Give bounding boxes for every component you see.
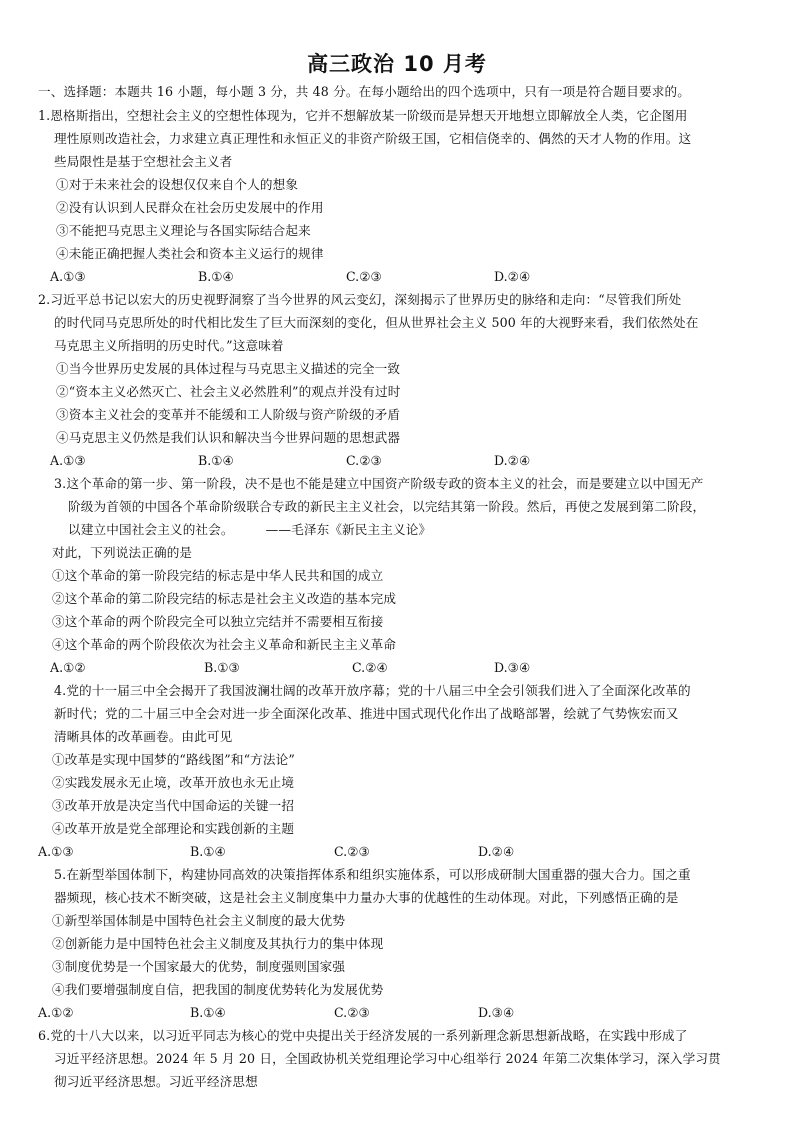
answer-option-a: A.①③ (50, 453, 86, 468)
question-stem-line: 4.党的十一届三中全会揭开了我国波澜壮阔的改革开放序幕；党的十八届三中全会引领我们进入了全面深化改革的 (54, 683, 691, 698)
question-stem-line: 5.在新型举国体制下，构建协同高效的决策指挥体系和组织实施体系，可以形成研制大国重器的强大合力。国之重 (54, 867, 691, 882)
answer-option-a: A.①② (38, 1005, 74, 1020)
answer-option-d: D.②④ (478, 844, 515, 859)
answer-option-b: B.①④ (190, 844, 226, 859)
question-item: ④改革开放是党全部理论和实践创新的主题 (52, 821, 295, 836)
question-stem-line: 清晰具体的改革画卷。由此可见 (54, 729, 233, 744)
question-stem-line: 些局限性是基于空想社会主义者 (54, 154, 233, 169)
answer-option-d: D.③④ (478, 1005, 515, 1020)
question-stem-line: 新时代；党的二十届三中全会对进一步全面深化改革、推进中国式现代化作出了战略部署，绘就了气势恢宏而又 (54, 706, 679, 721)
section-heading: 一、选择题：本题共 16 小题，每小题 3 分，共 48 分。在每小题给出的四个选项中，只有一项是符合题目要求的。 (38, 84, 690, 99)
question-stem-line: 阶级为首领的中国各个革命阶级联合专政的新民主主义社会，以完结其第一阶段。然后，再使之发展到第二阶段， (68, 499, 706, 514)
answer-option-a: A.①② (50, 660, 86, 675)
question-item: ④未能正确把握人类社会和资本主义运行的规律 (56, 246, 324, 261)
question-item: ④这个革命的两个阶段依次为社会主义革命和新民主主义革命 (52, 637, 397, 652)
question-item: ③资本主义社会的变革并不能缓和工人阶级与资产阶级的矛盾 (56, 407, 401, 422)
answer-option-b: B.①④ (190, 1005, 226, 1020)
question-item: ②创新能力是中国特色社会主义制度及其执行力的集中体现 (52, 936, 384, 951)
answer-option-d: D.③④ (494, 660, 531, 675)
answer-option-c: C.②③ (334, 1005, 370, 1020)
question-stem-line: 1.恩格斯指出，空想社会主义的空想性体现为，它并不想解放某一阶级而是异想天开地想立即解放全人类，它企图用 (38, 108, 688, 123)
page-title: 高三政治 10 月考 (307, 52, 487, 76)
question-stem-line: 器频现，核心技术不断突破，这是社会主义制度集中力量办大事的优越性的生动体现。对此，下列感悟正确的是 (54, 890, 679, 905)
question-item: ④我们要增强制度自信，把我国的制度优势转化为发展优势 (52, 982, 384, 997)
question-stem-line: 对此，下列说法正确的是 (52, 545, 193, 560)
answer-option-c: C.②③ (334, 844, 370, 859)
question-item: ②“资本主义必然灭亡、社会主义必然胜利”的观点并没有过时 (56, 384, 401, 399)
question-stem-line: 理性原则改造社会，力求建立真正理性和永恒正义的非资产阶级王国，它相信侥幸的、偶然的天才人物的作用。这 (54, 131, 692, 146)
answer-option-c: C.②③ (346, 453, 382, 468)
question-item: ③不能把马克思主义理论与各国实际结合起来 (56, 223, 311, 238)
question-item: ③这个革命的两个阶段完全可以独立完结并不需要相互衔接 (52, 614, 384, 629)
question-item: ①对于未来社会的设想仅仅来自个人的想象 (56, 177, 299, 192)
question-item: ②实践发展永无止境，改革开放也永无止境 (52, 775, 295, 790)
question-stem-line: 3.这个革命的第一步、第一阶段，决不是也不能是建立中国资产阶级专政的资本主义的社会，而是要建立以中国无产 (54, 476, 704, 491)
question-stem-line: 6.党的十八大以来，以习近平同志为核心的党中央提出关于经济发展的一系列新理念新思想新战略，在实践中形成了 (38, 1028, 688, 1043)
question-item: ①新型举国体制是中国特色社会主义制度的最大优势 (52, 913, 346, 928)
answer-option-a: A.①③ (38, 844, 74, 859)
answer-option-a: A.①③ (50, 269, 86, 284)
question-item: ③改革开放是决定当代中国命运的关键一招 (52, 798, 295, 813)
question-item: ①改革是实现中国梦的“路线图”和“方法论” (52, 752, 295, 767)
question-stem-line: 以建立中国社会主义的社会。 ——毛泽东《新民主主义论》 (68, 522, 432, 537)
question-stem-line: 马克思主义所指明的历史时代。”这意味着 (54, 338, 284, 353)
answer-option-c: C.②③ (346, 269, 382, 284)
answer-option-d: D.②④ (494, 453, 531, 468)
question-item: ②这个革命的第二阶段完结的标志是社会主义改造的基本完成 (52, 591, 397, 606)
question-item: ①当今世界历史发展的具体过程与马克思主义描述的完全一致 (56, 361, 401, 376)
answer-option-d: D.②④ (494, 269, 531, 284)
answer-option-b: B.①③ (204, 660, 240, 675)
question-stem-line: 彻习近平经济思想。习近平经济思想 (54, 1074, 258, 1089)
question-stem-line: 的时代同马克思所处的时代相比发生了巨大而深刻的变化，但从世界社会主义 500 年的大视野来看，我们依然处在 (54, 315, 699, 330)
question-item: ①这个革命的第一阶段完结的标志是中华人民共和国的成立 (52, 568, 384, 583)
question-stem-line: 2.习近平总书记以宏大的历史视野洞察了当今世界的风云变幻，深刻揭示了世界历史的脉络和走向：“尽管我们所处 (38, 292, 682, 307)
answer-option-c: C.②④ (352, 660, 388, 675)
question-item: ④马克思主义仍然是我们认识和解决当今世界问题的思想武器 (56, 430, 401, 445)
question-item: ②没有认识到人民群众在社会历史发展中的作用 (56, 200, 324, 215)
question-item: ③制度优势是一个国家最大的优势，制度强则国家强 (52, 959, 346, 974)
answer-option-b: B.①④ (198, 269, 234, 284)
question-stem-line: 习近平经济思想。2024 年 5 月 20 日，全国政协机关党组理论学习中心组举行 2024 年第二次集体学习，深入学习贯 (54, 1051, 721, 1066)
answer-option-b: B.①④ (198, 453, 234, 468)
